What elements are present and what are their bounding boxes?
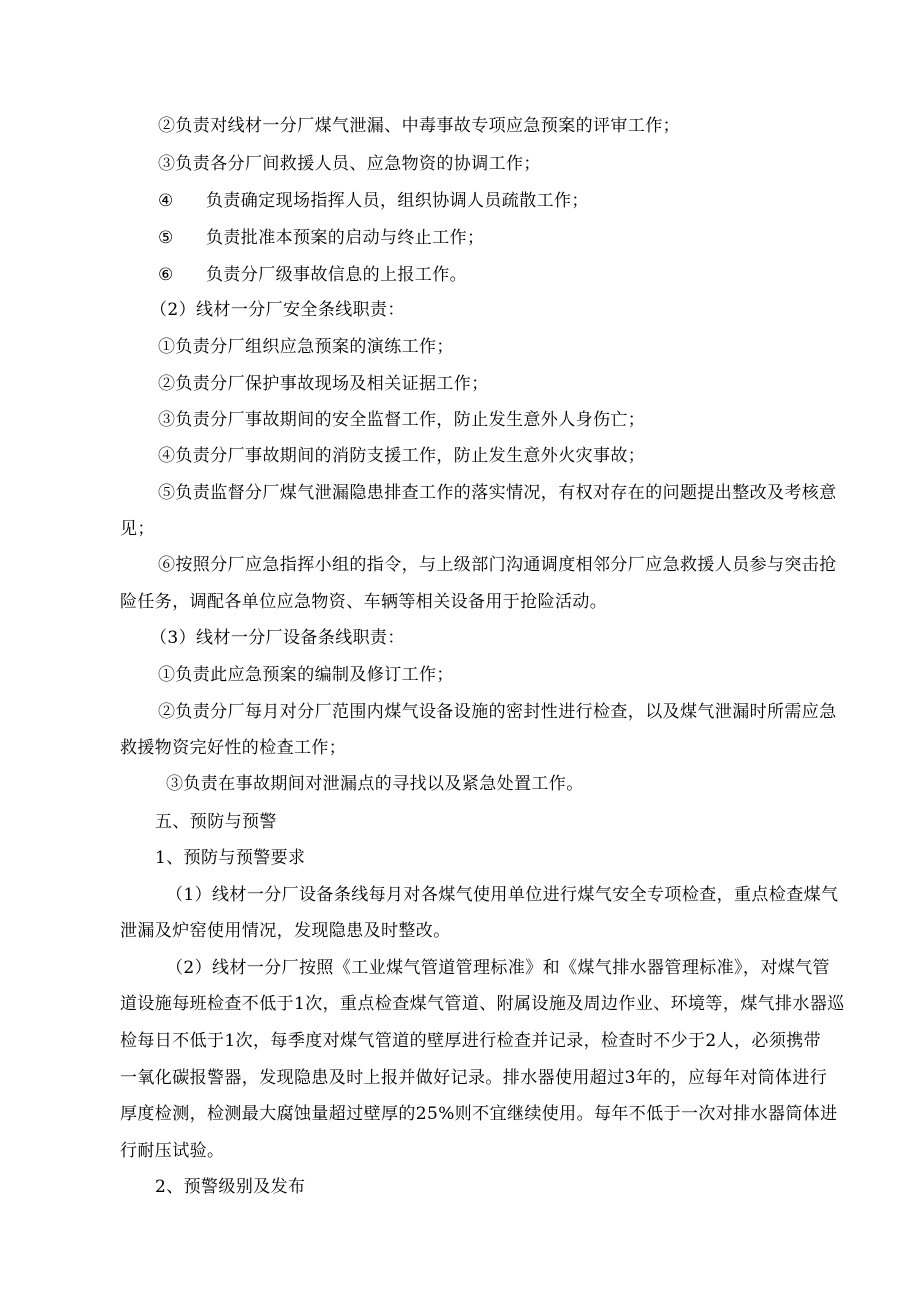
paragraph-line-cont: 一氧化碳报警器，发现隐患及时上报并做好记录。排水器使用超过3年的，应每年对筒体进行 [120,1068,828,1088]
duty-line-cont: 救援物资完好性的检查工作； [120,738,347,758]
duty-line: ③负责各分厂间救援人员、应急物资的协调工作； [158,154,541,174]
duty-line: ④负责分厂事故期间的消防支援工作，防止发生意外火灾事故； [158,446,646,466]
duty-line: ③负责分厂事故期间的安全监督工作，防止发生意外人身伤亡； [158,410,646,430]
duty-line: ④ 负责确定现场指挥人员，组织协调人员疏散工作； [158,191,589,211]
duty-line: ⑥ 负责分厂级事故信息的上报工作。 [158,265,467,285]
paragraph-line-cont: 厚度检测，检测最大腐蚀量超过壁厚的25%则不宜继续使用。每年不低于一次对排水器筒体进 [120,1104,838,1124]
duty-line: ⑤ 负责批准本预案的启动与终止工作； [158,228,485,248]
list-marker: ⑤ [158,228,174,248]
duty-line: ②负责分厂每月对分厂范围内煤气设备设施的密封性进行检查，以及煤气泄漏时所需应急 [158,702,837,722]
list-marker: ④ [158,191,174,211]
duty-line: ②负责对线材一分厂煤气泄漏、中毒事故专项应急预案的评审工作； [158,116,680,136]
paragraph-line-cont: 行耐压试验。 [120,1141,225,1161]
duty-line-cont: 见； [120,519,155,539]
subsection-heading: 1、预防与预警要求 [155,848,306,868]
duty-line: ⑥按照分厂应急指挥小组的指令，与上级部门沟通调度相邻分厂应急救援人员参与突击抢 [158,555,837,575]
paragraph-line-cont: 泄漏及炉窑使用情况，发现隐患及时整改。 [120,921,451,941]
paragraph-line-cont: 检每日不低于1次，每季度对煤气管道的壁厚进行检查并记录，检查时不少于2人，必须携带 [120,1031,822,1051]
paragraph-line: （1）线材一分厂设备条线每月对各煤气使用单位进行煤气安全专项检查，重点检查煤气 [166,885,839,905]
duty-line: ③负责在事故期间对泄漏点的寻找以及紧急处置工作。 [166,774,584,794]
paragraph-line: （2）线材一分厂按照《工业煤气管道管理标准》和《煤气排水器管理标准》，对煤气管 [166,958,830,978]
duty-line: ⑤负责监督分厂煤气泄漏隐患排查工作的落实情况，有权对存在的问题提出整改及考核意 [158,483,837,503]
list-marker: ⑥ [158,265,174,285]
paragraph-line-cont: 道设施每班检查不低于1次，重点检查煤气管道、附属设施及周边作业、环境等，煤气排水器巡 [120,994,845,1014]
section-heading: （3）线材一分厂设备条线职责： [150,628,405,648]
duty-line: ①负责分厂组织应急预案的演练工作； [158,337,454,357]
duty-line: ②负责分厂保护事故现场及相关证据工作； [158,374,489,394]
subsection-heading: 2、预警级别及发布 [155,1177,306,1197]
section-heading: （2）线材一分厂安全条线职责： [150,300,405,320]
chapter-heading: 五、预防与预警 [155,812,277,832]
duty-line: ①负责此应急预案的编制及修订工作； [158,665,454,685]
duty-line-cont: 险任务，调配各单位应急物资、车辆等相关设备用于抢险活动。 [120,592,608,612]
